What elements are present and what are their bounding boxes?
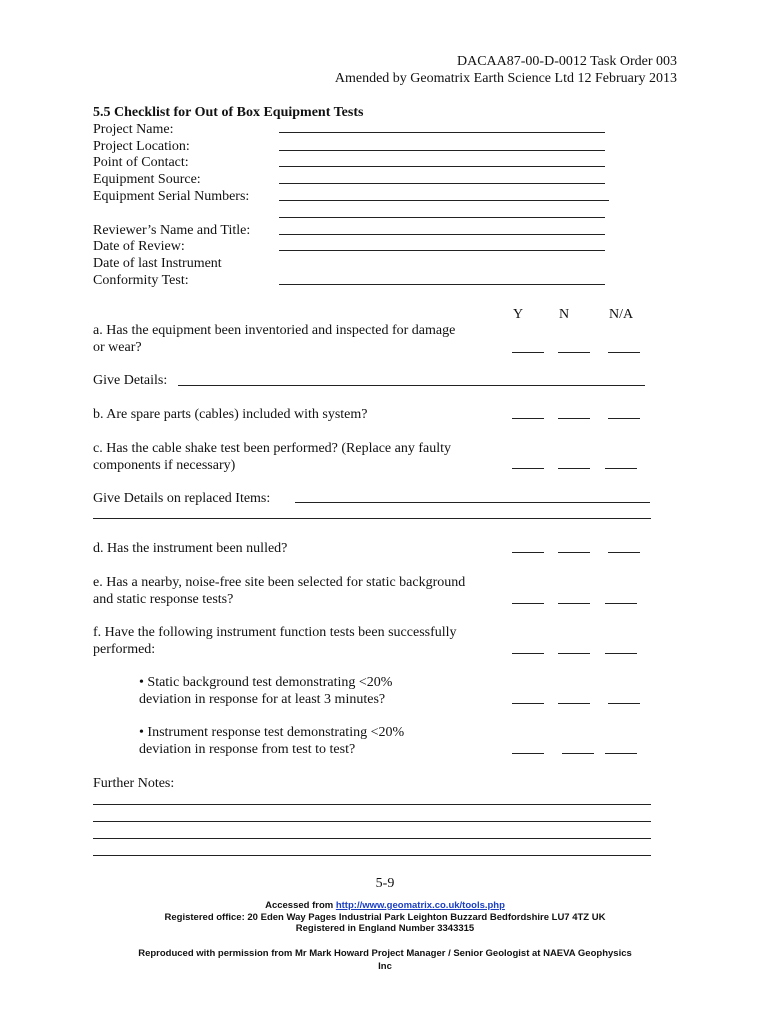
give-details-label: Give Details: — [93, 373, 168, 388]
bullet-2-na-blank[interactable] — [605, 753, 637, 754]
reviewer-label: Reviewer’s Name and Title: — [93, 223, 251, 238]
question-b-n-blank[interactable] — [558, 418, 590, 419]
project-name-label: Project Name: — [93, 122, 174, 137]
equipment-source-field[interactable] — [279, 183, 605, 184]
question-f-n-blank[interactable] — [558, 653, 590, 654]
reviewer-field[interactable] — [279, 234, 605, 235]
bullet-static-background-line2: deviation in response for at least 3 minutes? — [139, 692, 386, 707]
question-e-y-blank[interactable] — [512, 603, 544, 604]
give-details-replaced-field-2[interactable] — [93, 518, 651, 519]
date-of-review-field[interactable] — [279, 250, 605, 251]
question-f-line2: performed: — [93, 642, 156, 657]
equipment-serial-field-2[interactable] — [279, 217, 605, 218]
bullet-static-background-line1: • Static background test demonstrating <20% — [139, 675, 393, 690]
further-notes-line-4[interactable] — [93, 855, 651, 856]
question-d-y-blank[interactable] — [512, 552, 544, 553]
project-location-label: Project Location: — [93, 139, 190, 154]
question-c-na-blank[interactable] — [605, 468, 637, 469]
question-f-y-blank[interactable] — [512, 653, 544, 654]
question-c-line1: c. Has the cable shake test been performed? (Replace any faulty — [93, 441, 451, 456]
footer-reproduced-line2: Inc — [378, 961, 392, 972]
bullet-2-n-blank[interactable] — [562, 753, 594, 754]
give-details-field[interactable] — [178, 385, 645, 386]
point-of-contact-label: Point of Contact: — [93, 155, 189, 170]
question-a-line2: or wear? — [93, 340, 142, 355]
question-e-line2: and static response tests? — [93, 592, 234, 607]
column-y: Y — [513, 307, 524, 322]
question-d-na-blank[interactable] — [608, 552, 640, 553]
header-doc-id: DACAA87-00-D-0012 Task Order 003 — [456, 54, 677, 69]
footer-accessed-prefix: Accessed from — [265, 900, 336, 911]
question-a-line1: a. Has the equipment been inventoried and inspected for damage — [93, 323, 456, 338]
question-e-n-blank[interactable] — [558, 603, 590, 604]
question-c-line2: components if necessary) — [93, 458, 236, 473]
question-c-y-blank[interactable] — [512, 468, 544, 469]
bullet-instrument-response-line1: • Instrument response test demonstrating <20% — [139, 725, 405, 740]
question-b-y-blank[interactable] — [512, 418, 544, 419]
question-d: d. Has the instrument been nulled? — [93, 541, 288, 556]
point-of-contact-field[interactable] — [279, 166, 605, 167]
footer-link[interactable]: http://www.geomatrix.co.uk/tools.php — [335, 900, 505, 911]
column-n: N — [559, 307, 570, 322]
question-b-na-blank[interactable] — [608, 418, 640, 419]
bullet-instrument-response-line2: deviation in response from test to test? — [139, 742, 356, 757]
bullet-1-na-blank[interactable] — [608, 703, 640, 704]
date-last-instrument-label: Date of last Instrument — [93, 256, 222, 271]
question-a-n-blank[interactable] — [558, 352, 590, 353]
question-e-line1: e. Has a nearby, noise-free site been selected for static background — [93, 575, 466, 590]
project-name-field[interactable] — [279, 132, 605, 133]
question-c-n-blank[interactable] — [558, 468, 590, 469]
page-number: 5-9 — [375, 876, 395, 891]
footer-registered-office: Registered office: 20 Eden Way Pages Industrial Park Leighton Buzzard Bedfordshire LU7 4TZ UK — [164, 912, 606, 923]
question-a-na-blank[interactable] — [608, 352, 640, 353]
further-notes-line-2[interactable] — [93, 821, 651, 822]
footer-reproduced-line1: Reproduced with permission from Mr Mark Howard Project Manager / Senior Geologist at NAEVA Geophysics — [138, 948, 632, 959]
further-notes-line-1[interactable] — [93, 804, 651, 805]
give-details-replaced-field[interactable] — [295, 502, 650, 503]
bullet-2-y-blank[interactable] — [512, 753, 544, 754]
question-a-y-blank[interactable] — [512, 352, 544, 353]
column-na: N/A — [609, 307, 634, 322]
date-of-review-label: Date of Review: — [93, 239, 185, 254]
question-d-n-blank[interactable] — [558, 552, 590, 553]
conformity-test-field[interactable] — [279, 284, 605, 285]
further-notes-label: Further Notes: — [93, 776, 175, 791]
equipment-serial-field[interactable] — [279, 200, 609, 201]
question-f-na-blank[interactable] — [605, 653, 637, 654]
footer-accessed — [0, 900, 770, 911]
footer-registered-number: Registered in England Number 3343315 — [295, 923, 475, 934]
question-b: b. Are spare parts (cables) included with system? — [93, 407, 368, 422]
project-location-field[interactable] — [279, 150, 605, 151]
equipment-source-label: Equipment Source: — [93, 172, 201, 187]
question-e-na-blank[interactable] — [605, 603, 637, 604]
section-title: 5.5 Checklist for Out of Box Equipment Tests — [93, 105, 364, 120]
bullet-1-y-blank[interactable] — [512, 703, 544, 704]
bullet-1-n-blank[interactable] — [558, 703, 590, 704]
further-notes-line-3[interactable] — [93, 838, 651, 839]
header-amended: Amended by Geomatrix Earth Science Ltd 12 February 2013 — [334, 71, 677, 86]
equipment-serial-label: Equipment Serial Numbers: — [93, 189, 250, 204]
give-details-replaced-label: Give Details on replaced Items: — [93, 491, 271, 506]
conformity-test-label: Conformity Test: — [93, 273, 189, 288]
question-f-line1: f. Have the following instrument function tests been successfully — [93, 625, 457, 640]
